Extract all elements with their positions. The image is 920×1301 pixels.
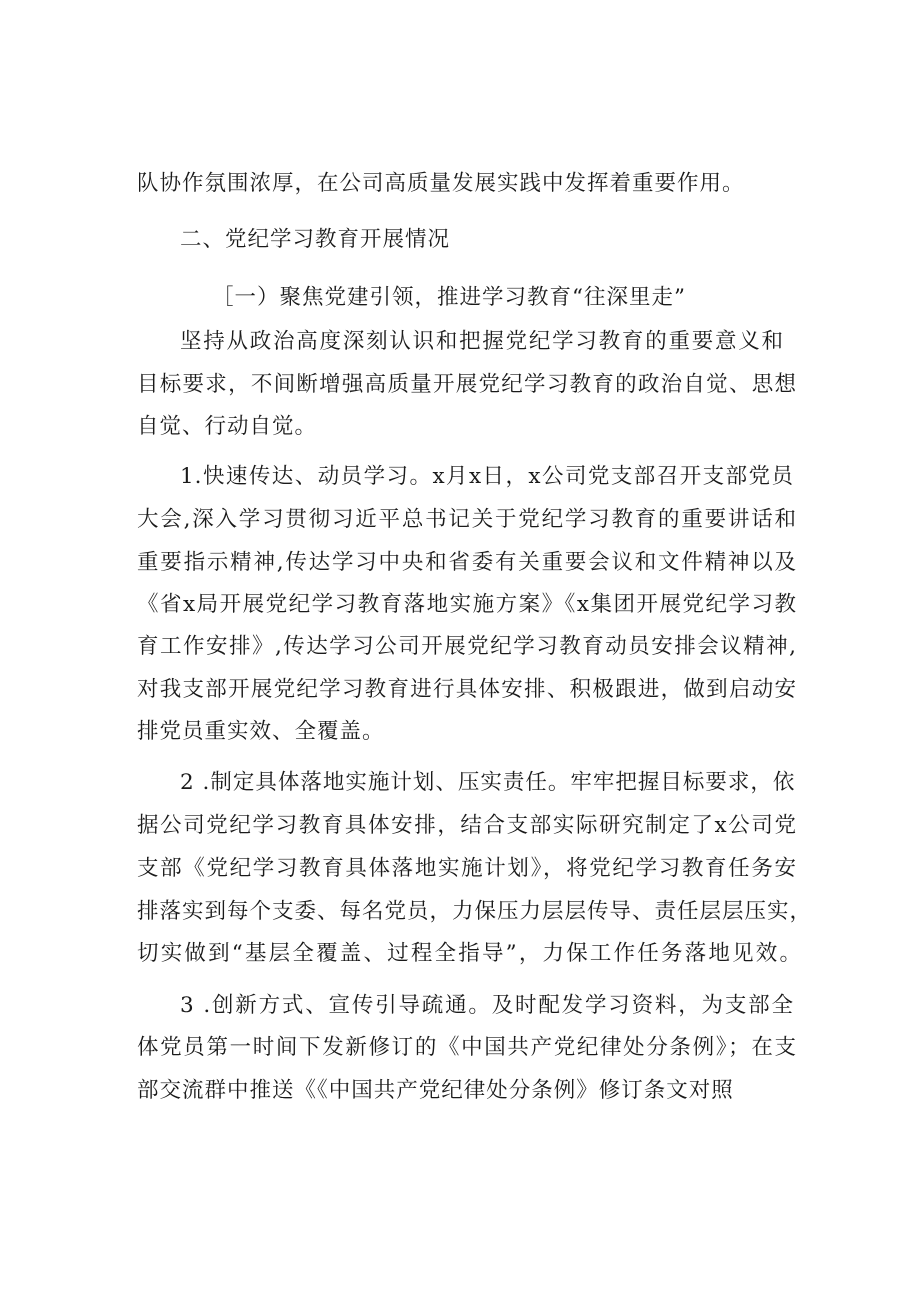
paragraph-line-19: 3 .创新方式、宣传引导疏通。及时配发学习资料，为支部全 [180, 993, 794, 1018]
paragraph-line-7: 1.快速传达、动员学习。x月x日，x公司党支部召开支部党员 [180, 464, 794, 489]
paragraph-line-8: 大会,深入学习贯彻习近平总书记关于党纪学习教育的重要讲话和 [137, 507, 797, 532]
paragraph-line-1: 队协作氛围浓厚，在公司高质量发展实践中发挥着重要作用。 [137, 171, 745, 196]
paragraph-line-14: 2 .制定具体落地实施计划、压实责任。牢牢把握目标要求，依 [180, 770, 796, 795]
paragraph-line-5: 目标要求，不间断增强高质量开展党纪学习教育的政治自觉、思想 [137, 372, 797, 397]
paragraph-line-15: 据公司党纪学习教育具体安排，结合支部实际研究制定了x公司党 [137, 813, 797, 838]
paragraph-line-17: 排落实到每个支委、每名党员，力保压力层层传导、责任层层压实， [137, 899, 813, 924]
paragraph-line-12: 对我支部开展党纪学习教育进行具体安排、积极跟进，做到启动安 [137, 677, 797, 702]
paragraph-line-9: 重要指示精神,传达学习中央和省委有关重要会议和文件精神以及 [137, 550, 797, 575]
paragraph-line-21: 部交流群中推送《《中国共产党纪律处分条例》修订条文对照 [137, 1078, 734, 1103]
section-heading: 二、党纪学习教育开展情况 [180, 227, 451, 252]
subsection-heading: ［一）聚焦党建引领，推进学习教育“往深里走” [212, 285, 686, 310]
paragraph-line-10: 《省x局开展党纪学习教育落地实施方案》《x集团开展党纪学习教 [137, 592, 797, 617]
paragraph-line-13: 排党员重实效、全覆盖。 [137, 719, 385, 744]
paragraph-line-18: 切实做到“基层全覆盖、过程全指导”，力保工作任务落地见效。 [137, 941, 802, 966]
paragraph-line-4: 坚持从政治高度深刻认识和把握党纪学习教育的重要意义和 [180, 329, 784, 354]
paragraph-line-6: 自觉、行动自觉。 [137, 414, 318, 439]
paragraph-line-20: 体党员第一时间下发新修订的《中国共产党纪律处分条例》；在支 [137, 1035, 797, 1060]
paragraph-line-11: 育工作安排》,传达学习公司开展党纪学习教育动员安排会议精神, [137, 634, 797, 659]
paragraph-line-16: 支部《党纪学习教育具体落地实施计划》，将党纪学习教育任务安 [137, 856, 797, 881]
